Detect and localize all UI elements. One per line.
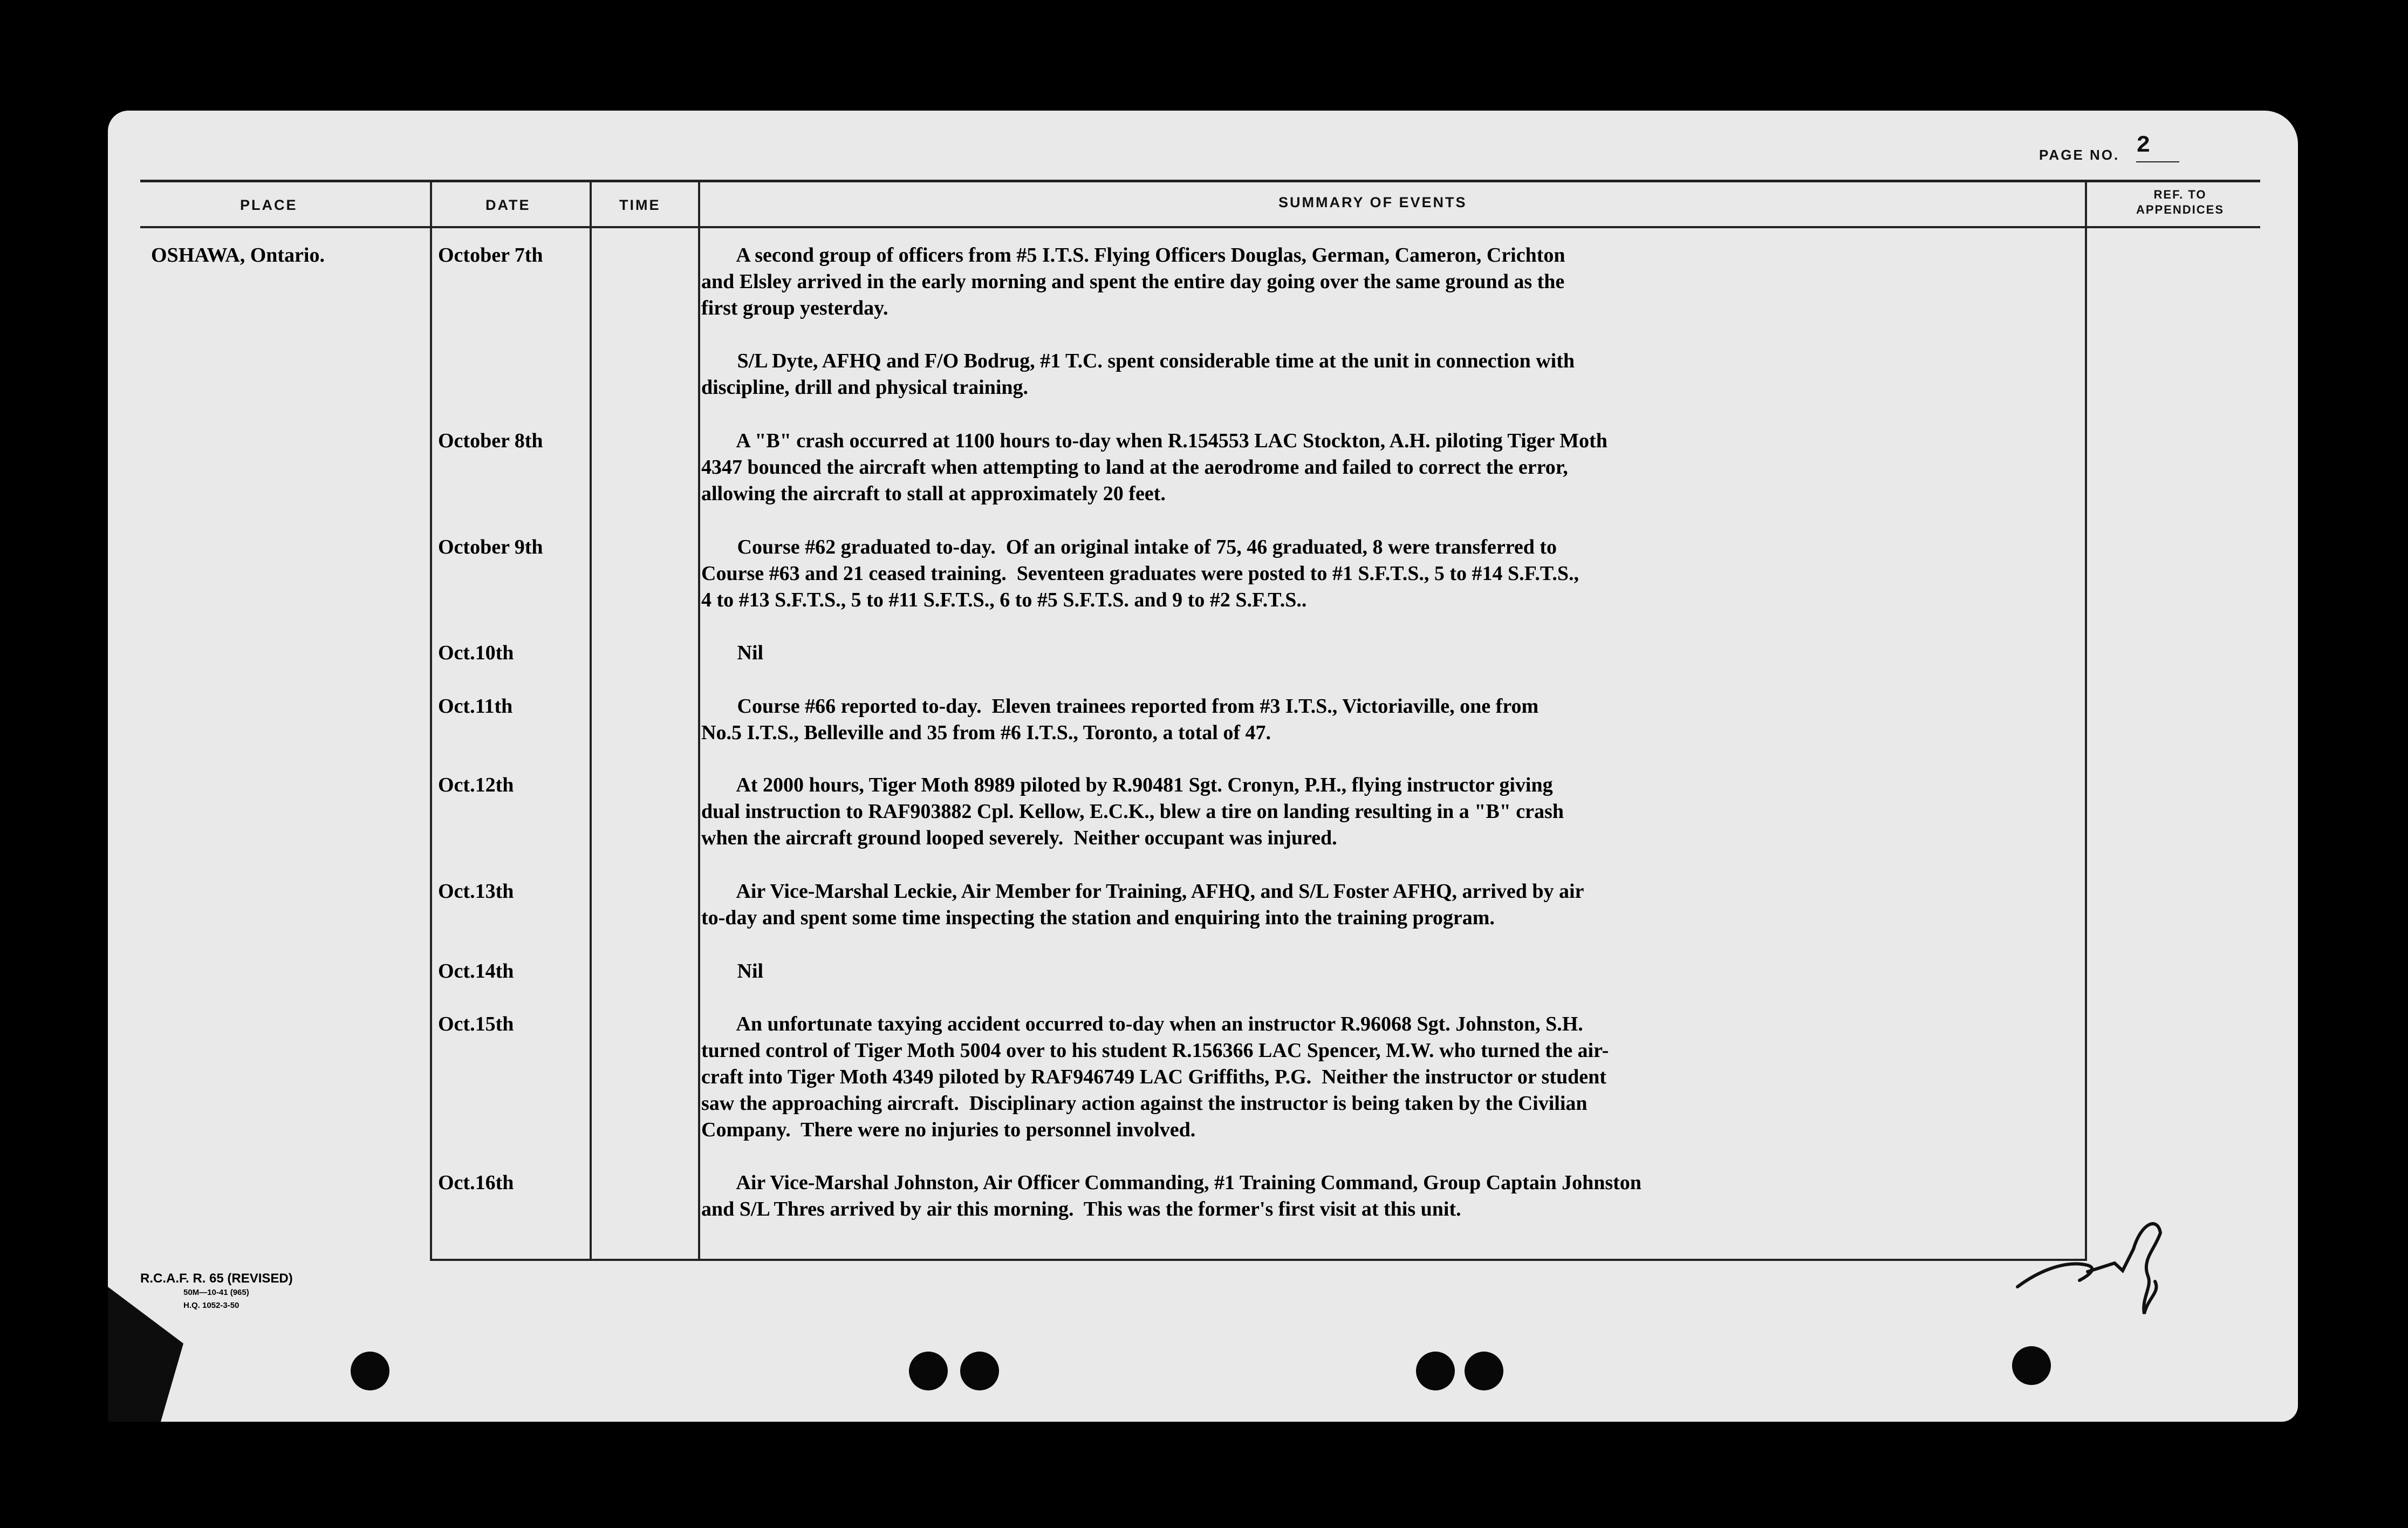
punch-hole xyxy=(351,1352,389,1390)
record-card xyxy=(108,111,2298,1422)
entry-date: Oct.16th xyxy=(438,1171,514,1194)
column-divider-ref xyxy=(2085,180,2087,1259)
entry-date: Oct.10th xyxy=(438,642,514,664)
entry-date: October 9th xyxy=(438,536,543,558)
entry-summary: Air Vice-Marshal Johnston, Air Officer Commanding, #1 Training Command, Group Captain Johnston and S/L Thres arrived by air this morning. This was the former's first visit at this unit. xyxy=(701,1171,1641,1220)
handwritten-signature xyxy=(2007,1211,2179,1319)
column-header-summary: SUMMARY OF EVENTS xyxy=(1278,194,1467,210)
entry-summary: Nil xyxy=(701,642,764,664)
header-bottom-rule xyxy=(140,226,2260,228)
entry-date: Oct.14th xyxy=(438,960,514,983)
punch-hole xyxy=(960,1352,999,1390)
page-number-underline xyxy=(2136,161,2179,162)
punch-hole xyxy=(2012,1346,2051,1385)
entry-summary: An unfortunate taxying accident occurred to-day when an instructor R.96068 Sgt. Johnston, S.H. turned control of Tiger Moth 5004 over to his student R.156366 LAC Spencer, M.W. who turned the air- craft into Tiger Moth 4349 piloted by RAF946749 LAC Griffiths, P.G. Neither the instructor or student saw the approaching aircraft. Disciplinary action against the instructor is being taken by the Civilian Company. There were no injuries to personnel involved. xyxy=(701,1013,1609,1141)
punch-hole xyxy=(1416,1352,1455,1390)
column-divider-summary xyxy=(698,180,700,1259)
entry-summary: At 2000 hours, Tiger Moth 8989 piloted by R.90481 Sgt. Cronyn, P.H., flying instructor giving dual instruction to RAF903882 Cpl. Kellow, E.C.K., blew a tire on landing resulting in a "B" crash when the aircraft ground looped severely. Neither occupant was injured. xyxy=(701,774,1564,849)
table-bottom-rule xyxy=(430,1259,2087,1261)
entry-summary: A second group of officers from #5 I.T.S. Flying Officers Douglas, German, Cameron, Crichton and Elsley arrived in the early morning and spent the entire day going over the same ground as the first group yesterday. xyxy=(701,244,1565,319)
entry-summary: S/L Dyte, AFHQ and F/O Bodrug, #1 T.C. spent considerable time at the unit in connection with discipline, drill and physical training. xyxy=(701,350,1575,399)
punch-hole xyxy=(1465,1352,1503,1390)
column-divider-time xyxy=(590,180,592,1259)
place-text: OSHAWA, Ontario. xyxy=(151,244,325,267)
entry-date: October 7th xyxy=(438,244,543,267)
entry-date: Oct.13th xyxy=(438,880,514,903)
entry-date: Oct.15th xyxy=(438,1013,514,1035)
entry-date: October 8th xyxy=(438,429,543,452)
column-header-time: TIME xyxy=(619,197,661,213)
page-number-label: PAGE NO. xyxy=(2039,147,2120,163)
punch-hole xyxy=(909,1352,948,1390)
entry-summary: Air Vice-Marshal Leckie, Air Member for Training, AFHQ, and S/L Foster AFHQ, arrived by air to-day and spent some time inspecting the station and enquiring into the training program. xyxy=(701,880,1584,929)
entry-date: Oct.12th xyxy=(438,774,514,796)
form-print-line-2: H.Q. 1052-3-50 xyxy=(183,1301,240,1310)
form-id: R.C.A.F. R. 65 (REVISED) xyxy=(140,1271,293,1286)
page-number: 2 xyxy=(2136,132,2151,159)
entry-summary: A "B" crash occurred at 1100 hours to-day when R.154553 LAC Stockton, A.H. piloting Tiger Moth 4347 bounced the aircraft when attempting to land at the aerodrome and failed to correct the error, allowing the aircraft to stall at approximately 20 feet. xyxy=(701,429,1607,505)
entry-summary: Nil xyxy=(701,960,764,983)
column-header-ref: REF. TO APPENDICES xyxy=(2136,188,2225,216)
entry-summary: Course #66 reported to-day. Eleven trainees reported from #3 I.T.S., Victoriaville, one from No.5 I.T.S., Belleville and 35 from #6 I.T.S., Toronto, a total of 47. xyxy=(701,695,1539,744)
header-top-rule xyxy=(140,180,2260,182)
entry-summary: Course #62 graduated to-day. Of an original intake of 75, 46 graduated, 8 were transferred to Course #63 and 21 ceased training. Seventeen graduates were posted to #1 S.F.T.S., 5 to #14 S.F.T.S., 4 to #13 S.F.T.S., 5 to #11 S.F.T.S., 6 to #5 S.F.T.S. and 9 to #2 S.F.T.S.. xyxy=(701,536,1579,611)
column-divider-date xyxy=(430,180,432,1259)
column-header-date: DATE xyxy=(485,197,531,213)
column-header-place: PLACE xyxy=(240,197,298,213)
entry-date: Oct.11th xyxy=(438,695,513,718)
form-print-line-1: 50M—10-41 (965) xyxy=(183,1288,249,1297)
